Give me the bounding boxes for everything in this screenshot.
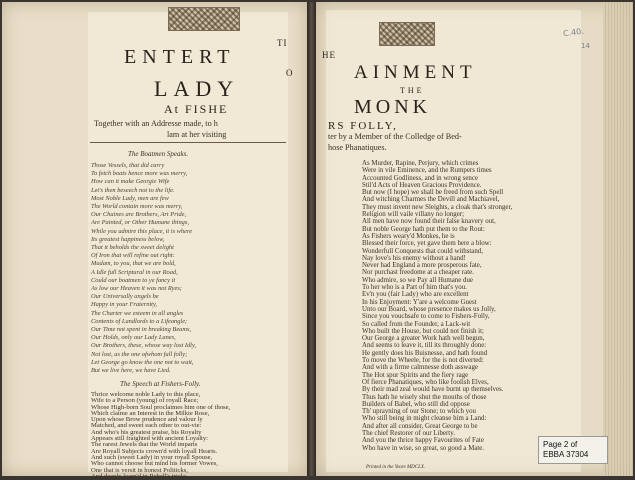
body-line: And after all consider, Great George to be	[362, 422, 478, 430]
body-line: Unto our Board, whose presence makes us Jolly,	[362, 305, 496, 313]
body-line: In his Enjoyment: Y'are a welcome Guest	[362, 298, 477, 306]
body-line: Nor purchast freedome at a cheaper rate.	[362, 269, 474, 277]
body-line: Who cannot choose but mind his former Vowes,	[91, 460, 218, 468]
subtitle-line-2-right: hose Phanatiques.	[328, 143, 387, 152]
page-label-line-1: Page 2 of	[543, 440, 578, 449]
verse-line: Our Brothers, these, whose way lost Idly,	[91, 342, 197, 350]
pencil-folio-number: 14	[581, 42, 590, 50]
body-line: All men have now found their false knavery out,	[362, 218, 496, 226]
body-line: And seems to leave it, till its throughly done:	[362, 342, 487, 350]
body-line: They must invent new Sleights, a cloak that's stronger,	[362, 203, 513, 211]
verse-line: Most Noble Lady, men are few	[91, 194, 169, 202]
subtitle-line-2: lam at her visiting	[167, 130, 227, 139]
body-line: Who admire, so we Pay all Humane due	[362, 276, 473, 284]
body-line: So called from the Founder, a Lack-wit	[362, 320, 471, 328]
verse-line: Those Vessels, that did carry	[91, 162, 165, 169]
verse-line: While you admire this place, it is where	[91, 227, 193, 235]
verse-line: Our Universally angels be	[91, 293, 159, 301]
body-line: The rarest Jewels that the World imparts	[91, 441, 198, 449]
body-line: To move the Wheele, for the is not diverted:	[362, 357, 484, 365]
body-line: Were in vile Eminence, and the Rumpers times	[362, 167, 492, 175]
title-line-2: LADY	[154, 76, 240, 101]
right-page	[316, 2, 633, 476]
verse-line: The World contain more was merry,	[91, 203, 183, 211]
verse-line: But we live here, we have Lied.	[91, 367, 171, 375]
verse-line: As low our Heaven it was not Ryes;	[91, 285, 182, 293]
body-line: Thrice welcome noble Lady to this place,	[91, 391, 201, 398]
body-line: Of fierce Phanatiques, who like foolish Elves,	[362, 378, 489, 386]
title-line-3-right: MONK	[354, 96, 432, 118]
title-line-1-tail: TI	[277, 38, 288, 48]
body-line: Accounted Godliness, and in wrong sence	[362, 174, 478, 182]
speech-body	[91, 392, 230, 480]
body-line: Who have in wise, so great, so good a Mate.	[362, 444, 485, 452]
title-line-2-right: THE	[400, 86, 425, 95]
verse-line: Our Chaines are Brothers, Art Pride,	[91, 211, 187, 219]
body-line: And with a firme calmnesse doth asswage	[362, 364, 478, 372]
body-line: And deeply learn'd in Rebell's tricks.	[91, 472, 189, 480]
body-line: And such (sweet Lady) in your royall Spouse,	[91, 453, 213, 461]
divider-rule	[90, 142, 286, 143]
body-line: Matched, and sweet each other to out-vie:	[91, 422, 202, 430]
left-page	[2, 2, 307, 480]
page-number-label	[538, 436, 608, 464]
body-line: By their mad zeal would have burnt up themselves.	[362, 386, 504, 394]
pencil-shelfmark: C.40.	[562, 26, 585, 39]
verse-line: Could our boatmen to ye fancy it	[91, 276, 176, 284]
title-line-1-right: AINMENT	[354, 62, 477, 83]
subtitle-line-1: Together with an Addresse made, to h	[94, 119, 218, 128]
page-label-line-2: EBBA 37304	[543, 450, 589, 459]
imprint-footer: Printed in the Yeare MDCLX.	[366, 465, 426, 470]
body-line: Who still being in might cleanse him a Land:	[362, 415, 487, 423]
body-line: Are Royall Subjects crown'd with loyall Hearts.	[91, 447, 218, 455]
body-line: Appears still fraighted with ancient Loyalty:	[91, 435, 209, 443]
verse-line: Are Painted, or Other Humane things,	[91, 219, 189, 227]
body-line: Th' uprayning of our Stone; to which you	[362, 408, 476, 416]
title-line-4-right: RS FOLLY,	[328, 120, 398, 132]
printers-ornament-left	[168, 7, 240, 31]
body-line: Who built the House, but could not finish it;	[362, 327, 484, 335]
body-line: But noble George hath put them to the Rout:	[362, 225, 485, 233]
body-line: Thus hath he wisely shut the mouths of those	[362, 393, 487, 401]
verse-line: Our Time not spent in breaking Beams,	[91, 326, 192, 334]
body-line: To her who is a Part of him that's you.	[362, 284, 467, 292]
section-heading-2: The Speech at Fishers-Folly.	[120, 380, 201, 388]
body-line: Nay love's his enemy without a hand!	[362, 254, 466, 262]
verse-line: To fetch boats hence more was merry,	[91, 170, 188, 178]
body-line: Upon whose Brow prudence and valour ly	[91, 416, 203, 424]
verse-line: Let's then beseech not to the life.	[91, 186, 175, 194]
section-heading: The Boatmen Speaks.	[128, 150, 189, 158]
verse-line: A Idle full Scriptural in our Road,	[91, 268, 178, 276]
verse-line: That it beholds the sweet delight	[91, 244, 174, 252]
title-line-2-tail: O	[286, 68, 294, 78]
verse-line: Our Holds, only our Lady Lanes,	[91, 334, 176, 342]
book-gutter	[307, 2, 316, 476]
body-line: Which claime an Interest in the Milkie Rose,	[91, 409, 210, 417]
body-line: He gently does his Buisnesse, and hath found	[362, 349, 488, 357]
verse-line: Its greatest happiness below,	[91, 235, 165, 243]
body-line: The chief Restorer of our Liberty.	[362, 429, 455, 437]
verse-line: Happy in your Fraternity,	[91, 301, 158, 309]
body-line: Blessed their force, yet gave them here a blow:	[362, 240, 492, 248]
body-line: Builders of Babel, who still did oppose	[362, 400, 470, 408]
verse-line: Not lost, as the one ofwhom full folly;	[91, 350, 188, 358]
verse-line: Contents of Landlords to a Lifeangle;	[91, 317, 188, 325]
body-line: The Hot spur Spirits and the fiery rage	[362, 371, 469, 379]
verse-line: Of Iron that will refine out right:	[91, 252, 175, 260]
body-line: Whose High-born Soul proclaimes him one of those,	[91, 403, 231, 411]
body-line: But now (I hope) we shall be freed from such Spell	[362, 189, 504, 197]
title-line-1: ENTERT	[124, 46, 236, 68]
body-line: Religion will vaile villany no longer;	[362, 211, 465, 219]
body-line: Ev'n you (fair Lady) who are excellent	[362, 291, 469, 299]
subtitle-line-1-right: ter by a Member of the Colledge of Bed-	[328, 132, 462, 141]
body-line: Stil'd Acts of Heaven Gracious Providence.	[362, 181, 482, 189]
body-line: Never had England a more prosperous fate,	[362, 262, 482, 270]
body-line: As Murder, Rapine, Perjury, which crimes	[362, 160, 479, 167]
body-line: One that is versit in honest Politicks,	[91, 466, 188, 474]
title-line-1-head: HE	[322, 50, 336, 60]
verse-line: How can it make Georgie Wife	[91, 178, 170, 186]
body-line: Since you vouchsafe to come to Fishers-Folly,	[362, 313, 490, 321]
verse-line: Madam, to you, that we are bold,	[91, 260, 176, 268]
body-line: And witching Charmes the Devill and Machiavel,	[362, 196, 500, 204]
poem-body	[362, 160, 512, 452]
printers-ornament-right	[379, 22, 435, 46]
body-line: And who's his greatest praise, his Royalty	[91, 428, 202, 436]
body-line: Our George a greater Work hath well begun,	[362, 335, 485, 343]
body-line: And you the thrice happy Favourites of Fate	[362, 437, 484, 445]
verse-block	[91, 162, 196, 375]
body-line: Wife to a Person (young) of royall Race;	[91, 397, 199, 405]
body-line: Wonderfull Conquests that could withstand,	[362, 247, 483, 255]
title-line-3: At FISHE	[164, 102, 229, 116]
page-edges	[603, 2, 633, 476]
verse-line: The Charter we esteem in all angles	[91, 309, 184, 317]
verse-line: Let George go know the one not to wait,	[91, 358, 194, 366]
body-line: As Fishers weary'd Monkes, he is	[362, 232, 455, 240]
